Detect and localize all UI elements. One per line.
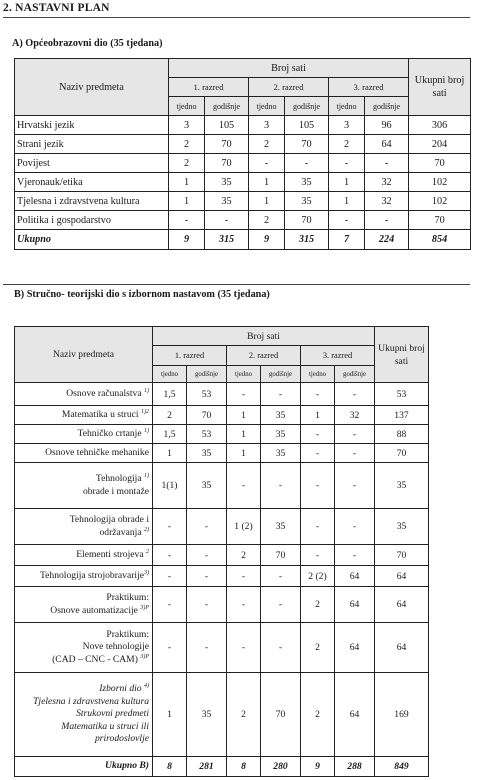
table-row (15, 192, 471, 211)
cell: - (227, 587, 261, 623)
cell: - (261, 566, 301, 587)
cell: 70 (205, 135, 249, 154)
yearly-header: godišnje (365, 97, 409, 116)
cell: 1 (329, 173, 365, 192)
footnote-mark: 3)P (140, 604, 149, 611)
cell: - (227, 463, 261, 509)
cell: 70 (285, 135, 329, 154)
cell: 64 (365, 135, 409, 154)
cell: - (365, 211, 409, 230)
section-divider (3, 284, 470, 285)
cell: 35 (261, 425, 301, 444)
cell: 53 (187, 383, 227, 406)
cell: 35 (205, 173, 249, 192)
cell: - (187, 545, 227, 566)
table-row (15, 211, 471, 230)
cell: - (335, 463, 375, 509)
footnote-mark: 2) (144, 526, 149, 533)
table-row (15, 444, 429, 463)
cell: - (285, 154, 329, 173)
cell: - (153, 509, 187, 545)
cell: 64 (375, 623, 429, 673)
cell: 35 (187, 673, 227, 757)
grade-1-header: 1. razred (153, 346, 227, 366)
cell: - (301, 425, 335, 444)
cell: 2 (301, 587, 335, 623)
weekly-header: tjedno (329, 97, 365, 116)
cell: - (153, 587, 187, 623)
table-row (15, 623, 429, 673)
table-row (15, 463, 429, 509)
hours-header: Broj sati (169, 59, 409, 78)
footnote-mark: 3) (144, 569, 149, 576)
cell: - (301, 545, 335, 566)
yearly-header: godišnje (261, 366, 301, 383)
footnote-mark: 3)P (140, 653, 149, 660)
cell: 1,5 (153, 425, 187, 444)
cell: 1 (301, 406, 335, 425)
cell: - (261, 463, 301, 509)
cell: 32 (365, 173, 409, 192)
weekly-header: tjedno (301, 366, 335, 383)
subject-name: Strani jezik (15, 135, 169, 154)
subject-name: Izborni dio $^{4)}$ Tjelesna i zdravstvena kultura Strukovni predmeti Matematika u struci ili prirodoslovlje (15, 673, 153, 757)
cell: 1,5 (153, 383, 187, 406)
cell: - (365, 154, 409, 173)
cell: 2 (329, 135, 365, 154)
cell: 288 (335, 757, 375, 777)
cell: 1(1) (153, 463, 187, 509)
cell: - (187, 566, 227, 587)
cell: 281 (187, 757, 227, 777)
table-row (15, 587, 429, 623)
cell: 9 (301, 757, 335, 777)
table-row (15, 173, 471, 192)
total-row (15, 757, 429, 777)
subject-header: Naziv predmeta (15, 59, 169, 116)
cell: 105 (205, 116, 249, 135)
cell: 2 (227, 673, 261, 757)
subject-name: Osnove računalstva $^{1)}$ (15, 383, 153, 406)
weekly-header: tjedno (169, 97, 205, 116)
cell: 53 (187, 425, 227, 444)
cell: 64 (375, 587, 429, 623)
cell: - (227, 566, 261, 587)
total-label: Ukupno (15, 230, 169, 250)
cell: 1 (329, 192, 365, 211)
cell: 204 (409, 135, 471, 154)
cell: 70 (285, 211, 329, 230)
cell: 64 (335, 673, 375, 757)
part-a-table (14, 58, 471, 250)
subject-name: Hrvatski jezik (15, 116, 169, 135)
cell: - (335, 509, 375, 545)
cell: 70 (409, 211, 471, 230)
subject-name: Tehnologija obrade i održavanja $^{2)}$ (15, 509, 153, 545)
cell: 35 (187, 463, 227, 509)
cell: 35 (261, 509, 301, 545)
cell: 1 (153, 444, 187, 463)
cell: - (187, 509, 227, 545)
cell: 64 (375, 566, 429, 587)
yearly-header: godišnje (187, 366, 227, 383)
subject-name: Tehnologija strojobravarije$^{3)}$ (15, 566, 153, 587)
subject-name: Vjeronauk/etika (15, 173, 169, 192)
cell: 306 (409, 116, 471, 135)
footnote-mark: 1)2 (141, 408, 149, 415)
total-label: Ukupno B) (15, 757, 153, 777)
footnote-mark: 2 (146, 548, 149, 555)
cell: 1 (169, 173, 205, 192)
cell: 64 (335, 623, 375, 673)
table-row (15, 154, 471, 173)
yearly-header: godišnje (205, 97, 249, 116)
cell: 280 (261, 757, 301, 777)
subject-name: Politika i gospodarstvo (15, 211, 169, 230)
footnote-mark: 1) (144, 427, 149, 434)
cell: 53 (375, 383, 429, 406)
cell: - (335, 545, 375, 566)
weekly-header: tjedno (249, 97, 285, 116)
section-title: 2. NASTAVNI PLAN (3, 2, 110, 14)
cell: 88 (375, 425, 429, 444)
cell: 3 (329, 116, 365, 135)
cell: 8 (227, 757, 261, 777)
subject-name: Tehnologija $^{1)}$ obrade i montaže (15, 463, 153, 509)
cell: 35 (285, 173, 329, 192)
footnote-mark: 1) (144, 472, 149, 479)
part-b-table (14, 326, 429, 777)
cell: - (187, 587, 227, 623)
cell: 64 (335, 566, 375, 587)
cell: - (335, 425, 375, 444)
cell: 2 (249, 211, 285, 230)
cell: 2 (227, 545, 261, 566)
cell: - (249, 154, 285, 173)
cell: 224 (365, 230, 409, 250)
grade-2-header: 2. razred (249, 78, 329, 97)
table-row (15, 673, 429, 757)
cell: 2 (301, 623, 335, 673)
cell: 1 (153, 673, 187, 757)
cell: 35 (375, 509, 429, 545)
cell: 8 (153, 757, 187, 777)
subject-name: Tjelesna i zdravstvena kultura (15, 192, 169, 211)
total-hours-header: Ukupni broj sati (409, 59, 471, 116)
grade-3-header: 3. razred (301, 346, 375, 366)
cell: 32 (365, 192, 409, 211)
cell: 9 (249, 230, 285, 250)
table-row (15, 116, 471, 135)
cell: - (169, 211, 205, 230)
total-hours-header: Ukupni broj sati (375, 327, 429, 383)
total-row (15, 230, 471, 250)
subject-header: Naziv predmeta (15, 327, 153, 383)
table-row (15, 545, 429, 566)
cell: 32 (335, 406, 375, 425)
subject-name: Praktikum: Nove tehnologije (CAD – CNC - CAM) $^{3)P}$ (15, 623, 153, 673)
cell: - (301, 383, 335, 406)
cell: 105 (285, 116, 329, 135)
cell: 64 (335, 587, 375, 623)
cell: - (335, 383, 375, 406)
cell: - (153, 566, 187, 587)
cell: - (301, 509, 335, 545)
cell: 1 (2) (227, 509, 261, 545)
footnote-mark: 4) (144, 683, 149, 690)
cell: - (335, 444, 375, 463)
cell: 2 (169, 135, 205, 154)
weekly-header: tjedno (227, 366, 261, 383)
cell: 1 (227, 406, 261, 425)
cell: 1 (249, 192, 285, 211)
cell: 35 (285, 192, 329, 211)
table-row (15, 383, 429, 406)
cell: 102 (409, 192, 471, 211)
cell: 70 (187, 406, 227, 425)
cell: 70 (375, 444, 429, 463)
cell: 2 (249, 135, 285, 154)
cell: - (301, 463, 335, 509)
grade-1-header: 1. razred (169, 78, 249, 97)
cell: 2 (2) (301, 566, 335, 587)
part-b-title: B) Stručno- teorijski dio s izbornom nastavom (35 tjedana) (14, 289, 270, 300)
cell: 849 (375, 757, 429, 777)
cell: 35 (375, 463, 429, 509)
cell: 315 (285, 230, 329, 250)
cell: - (261, 623, 301, 673)
cell: 70 (375, 545, 429, 566)
grade-2-header: 2. razred (227, 346, 301, 366)
cell: 35 (187, 444, 227, 463)
cell: - (153, 623, 187, 673)
cell: 70 (409, 154, 471, 173)
table-row (15, 406, 429, 425)
cell: - (301, 444, 335, 463)
title-rule (3, 17, 470, 18)
subject-name: Tehničko crtanje $^{1)}$ (15, 425, 153, 444)
grade-3-header: 3. razred (329, 78, 409, 97)
subject-name: Praktikum: Osnove automatizacije $^{3)P}$ (15, 587, 153, 623)
cell: - (227, 623, 261, 673)
cell: 854 (409, 230, 471, 250)
subject-name: Elementi strojeva $^2$ (15, 545, 153, 566)
cell: 9 (169, 230, 205, 250)
cell: - (329, 211, 365, 230)
subject-name: Povijest (15, 154, 169, 173)
cell: 70 (261, 673, 301, 757)
subject-name: Matematika u struci $^{1)2}$ (15, 406, 153, 425)
cell: - (227, 383, 261, 406)
yearly-header: godišnje (285, 97, 329, 116)
cell: 3 (249, 116, 285, 135)
cell: 70 (261, 545, 301, 566)
table-row (15, 135, 471, 154)
cell: - (329, 154, 365, 173)
cell: 315 (205, 230, 249, 250)
cell: 96 (365, 116, 409, 135)
cell: 35 (205, 192, 249, 211)
yearly-header: godišnje (335, 366, 375, 383)
cell: 169 (375, 673, 429, 757)
cell: - (261, 383, 301, 406)
table-row (15, 566, 429, 587)
footnote-mark: 1) (144, 387, 149, 394)
cell: 2 (301, 673, 335, 757)
cell: 35 (261, 444, 301, 463)
cell: - (261, 587, 301, 623)
hours-header: Broj sati (153, 327, 375, 346)
cell: 2 (169, 154, 205, 173)
table-row (15, 509, 429, 545)
cell: 1 (169, 192, 205, 211)
part-a-title: A) Općeobrazovni dio (35 tjedana) (12, 38, 163, 49)
cell: 7 (329, 230, 365, 250)
cell: - (205, 211, 249, 230)
cell: 35 (261, 406, 301, 425)
cell: 2 (153, 406, 187, 425)
weekly-header: tjedno (153, 366, 187, 383)
cell: - (187, 623, 227, 673)
cell: 70 (205, 154, 249, 173)
subject-name: Osnove tehničke mehanike (15, 444, 153, 463)
cell: 102 (409, 173, 471, 192)
table-row (15, 425, 429, 444)
cell: 1 (227, 425, 261, 444)
cell: - (153, 545, 187, 566)
cell: 1 (227, 444, 261, 463)
cell: 1 (249, 173, 285, 192)
cell: 3 (169, 116, 205, 135)
cell: 137 (375, 406, 429, 425)
